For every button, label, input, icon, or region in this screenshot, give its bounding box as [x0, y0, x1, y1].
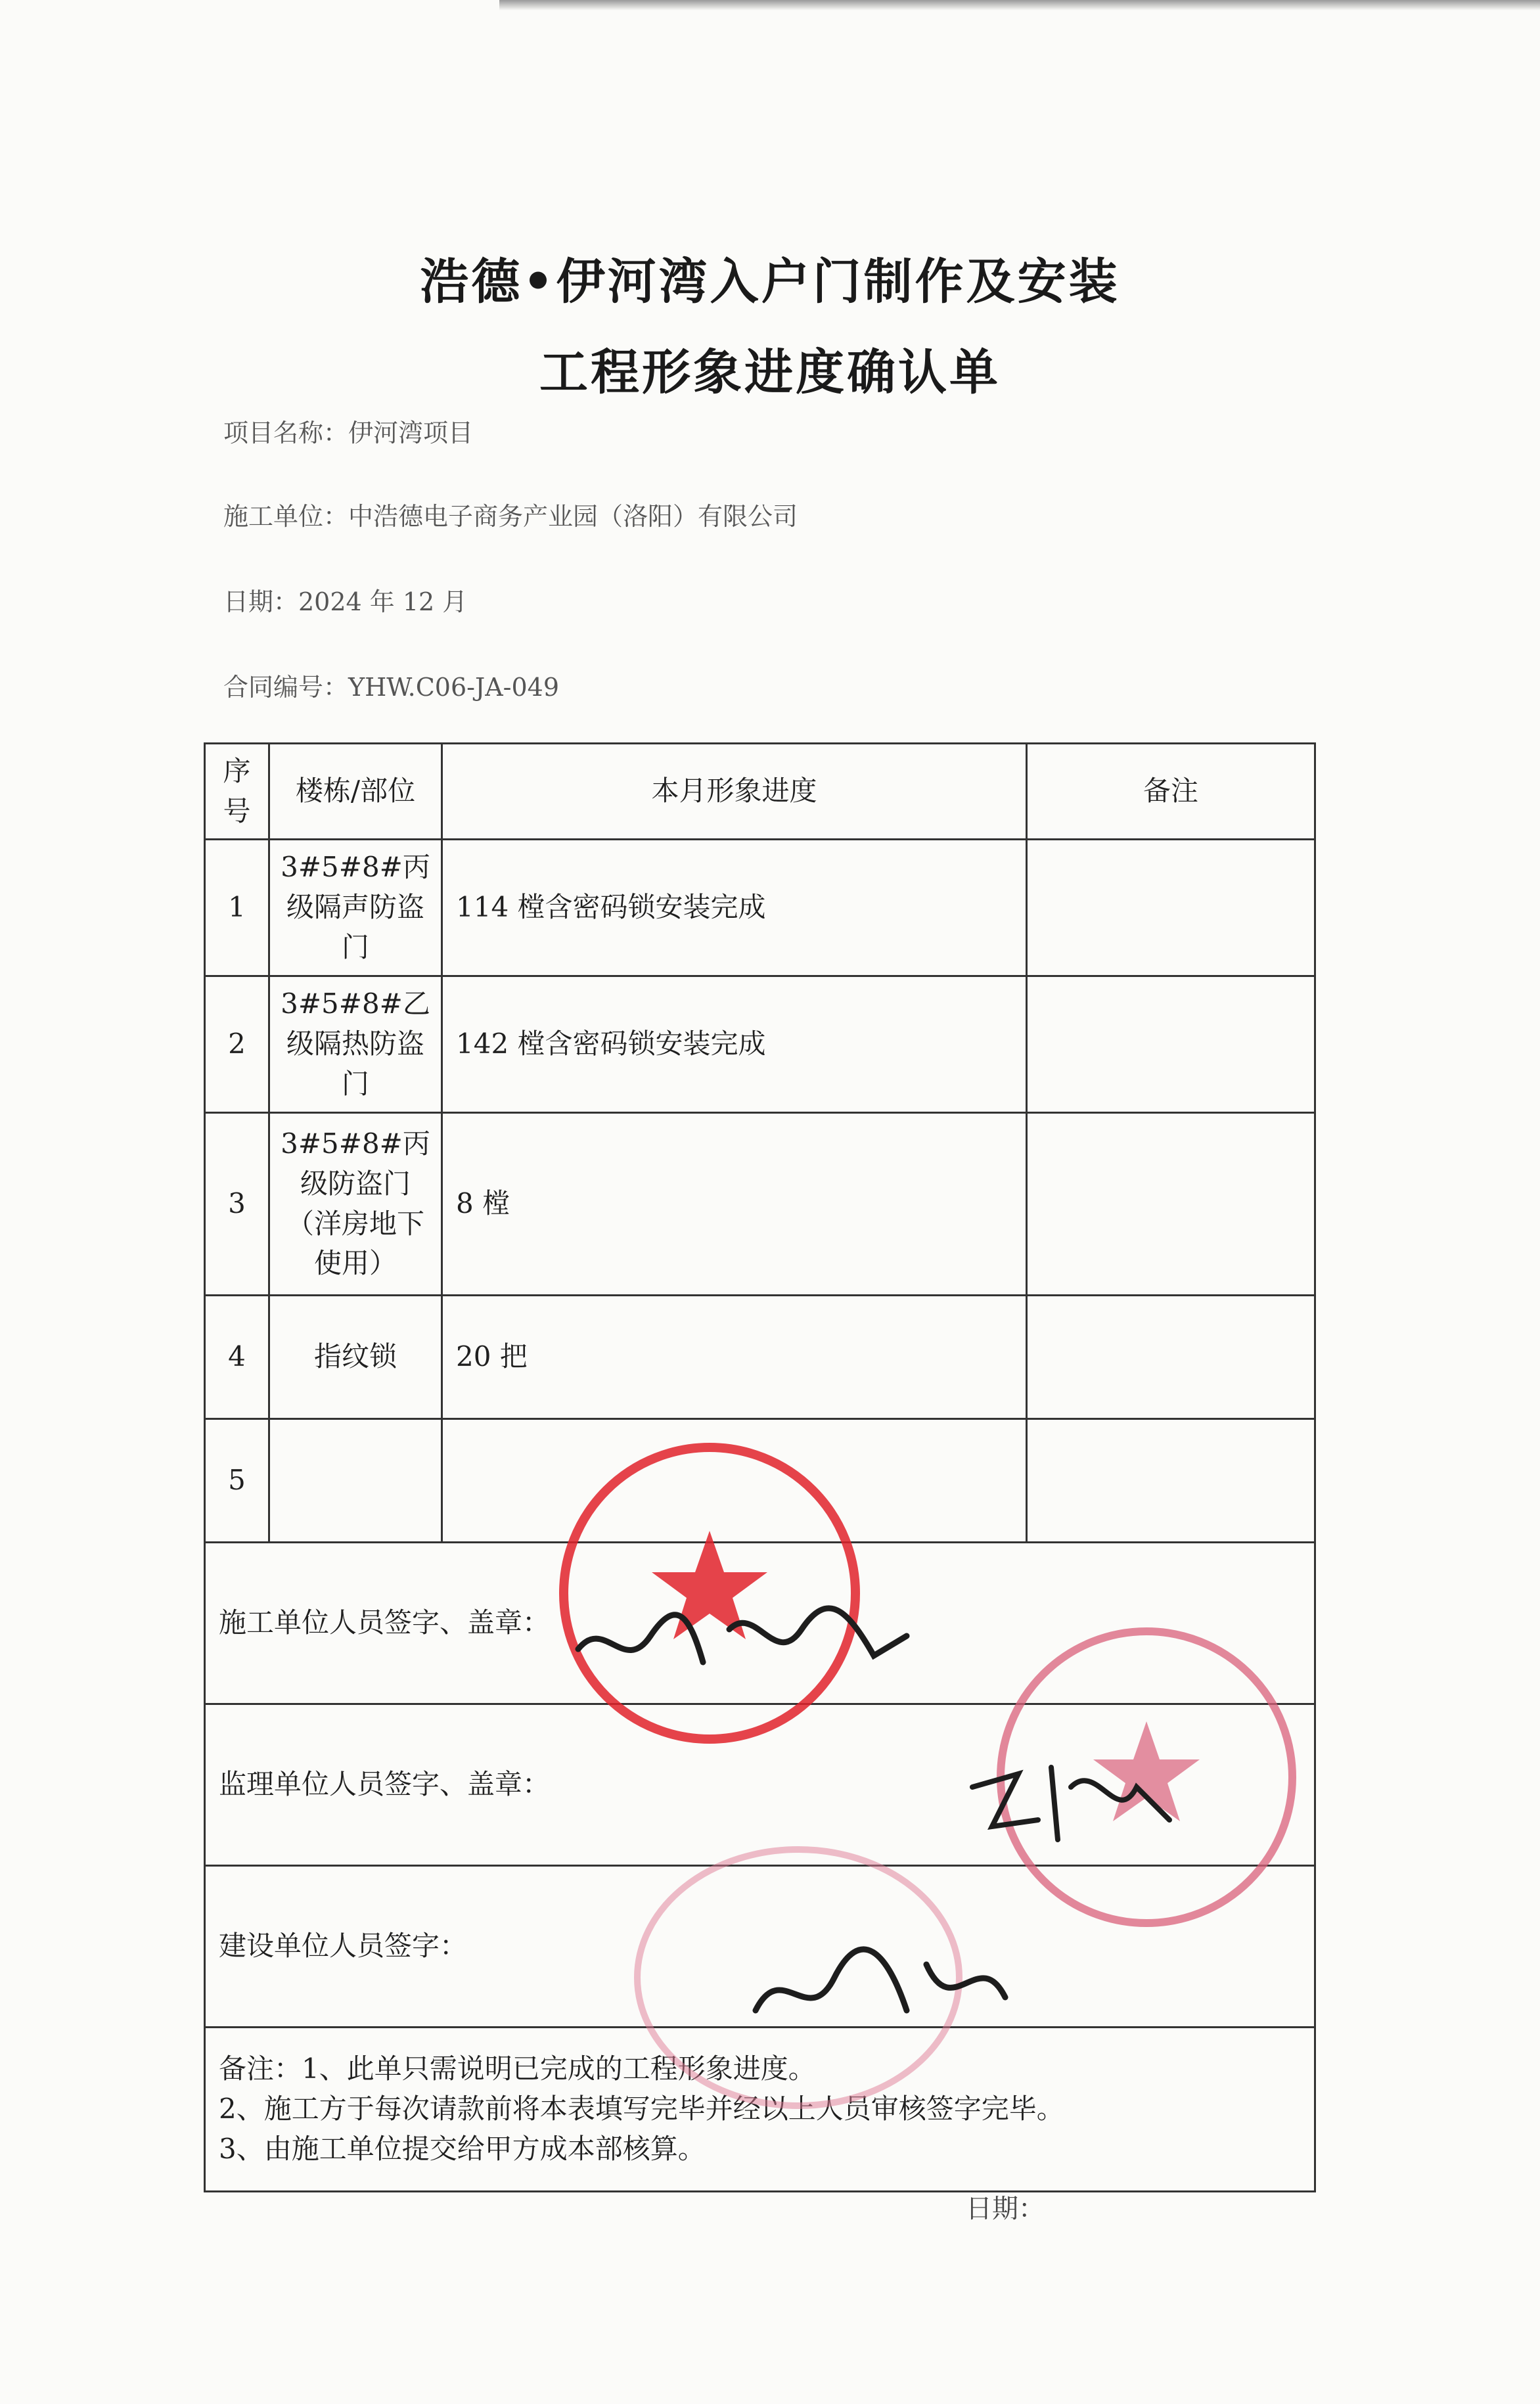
contractor-signature-label: 施工单位人员签字、盖章：	[205, 1543, 1315, 1704]
row-remark	[1027, 1113, 1315, 1296]
owner-handwritten-signature	[742, 1932, 1018, 2043]
supervisor-signature-label: 监理单位人员签字、盖章：	[205, 1704, 1315, 1866]
row-location: 3#5#8#丙级隔声防盗门	[269, 840, 442, 976]
table-row	[205, 1296, 1315, 1419]
header-remark: 备注	[1027, 744, 1315, 840]
row-location: 指纹锁	[269, 1296, 442, 1419]
note-line: 备注：1、此单只需说明已完成的工程形象进度。	[219, 2052, 816, 2085]
row-progress: 8 樘	[442, 1113, 1027, 1296]
supervisor-handwritten-signature	[966, 1748, 1248, 1853]
footer-date-label: 日期：	[966, 2194, 1045, 2224]
row-remark	[1027, 976, 1315, 1113]
note-line: 2、施工方于每次请款前将本表填写完毕并经以上人员审核签字完毕。	[219, 2093, 1064, 2125]
row-location: 3#5#8#乙级隔热防盗门	[269, 976, 442, 1113]
header-location: 楼栋/部位	[269, 744, 442, 840]
row-no: 1	[205, 840, 269, 976]
row-remark	[1027, 840, 1315, 976]
row-no: 3	[205, 1113, 269, 1296]
table-row	[205, 976, 1315, 1113]
row-remark	[1027, 1419, 1315, 1543]
row-progress: 20 把	[442, 1296, 1027, 1419]
row-no: 5	[205, 1419, 269, 1543]
row-location: 3#5#8#丙级防盗门（洋房地下使用）	[269, 1113, 442, 1296]
row-progress: 114 樘含密码锁安装完成	[442, 840, 1027, 976]
project-name: 项目名称：伊河湾项目	[223, 419, 474, 447]
row-remark	[1027, 1296, 1315, 1419]
contract-number: 合同编号：YHW.C06-JA-049	[223, 673, 560, 702]
form-date: 日期：2024 年 12 月	[223, 587, 468, 616]
row-no: 4	[205, 1296, 269, 1419]
row-no: 2	[205, 976, 269, 1113]
contractor-handwritten-signature	[565, 1590, 933, 1702]
table-row	[205, 1113, 1315, 1296]
form-subtitle: 工程形象进度确认单	[539, 344, 1001, 401]
owner-signature-label: 建设单位人员签字：	[205, 1866, 1315, 2028]
table-header	[205, 744, 1315, 840]
row-location	[269, 1419, 442, 1543]
note-line: 3、由施工单位提交给甲方成本部核算。	[219, 2132, 706, 2165]
row-progress: 142 樘含密码锁安装完成	[442, 976, 1027, 1113]
header-no: 序号	[205, 744, 269, 840]
form-title: 浩德•伊河湾入户门制作及安装	[420, 254, 1120, 310]
header-progress: 本月形象进度	[442, 744, 1027, 840]
table-row	[205, 840, 1315, 976]
scan-edge-shadow	[499, 0, 1540, 11]
contractor-name: 施工单位：中浩德电子商务产业园（洛阳）有限公司	[223, 502, 798, 531]
